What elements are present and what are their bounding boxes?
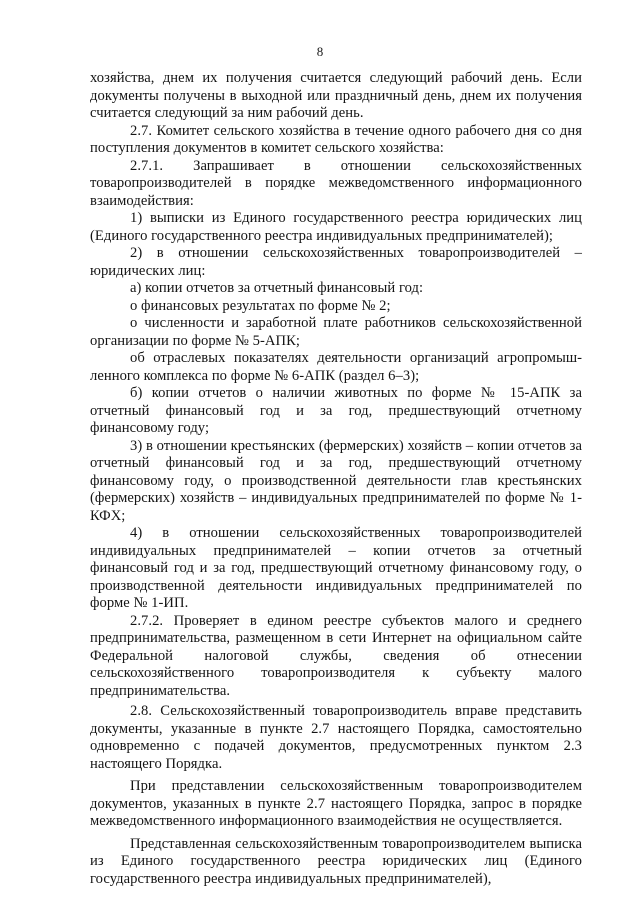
- paragraph-2-7: 2.7. Комитет сельского хозяйства в течение одного рабочего дня со дня поступления документов в комитет сельского хозяйства:: [90, 122, 582, 156]
- paragraph-item-2b: б) копии отчетов о наличии животных по форме № 15-АПК за отчетный финансовый год и за год, предшествующий отчетному финансовому году;: [90, 385, 582, 436]
- page-number: 8: [316, 44, 324, 59]
- paragraph-item-4: 4) в отношении сельскохозяйственных товаропроизводителей индивидуальных предпринимателей – копии отчетов за отчетный финансовый год и за год, предшествующий отчетному финансовому году, о производственной деятельности индивидуальных предпринимателей по форме № 1-ИП.: [90, 525, 582, 611]
- paragraph-item-1: 1) выписки из Единого государственного реестра юридических лиц (Единого государственного реестра индивидуальных предпринимателей);: [90, 210, 582, 244]
- paragraph-2-8: 2.8. Сельскохозяйственный товаропроизводитель вправе представить документы, указанные в пункте 2.7 настоящего Порядка, самостоятельно одновременно с подачей документов, предусмотренных пунктом 2.3 настоящего Порядка.: [90, 703, 582, 772]
- paragraph-2-7-1: 2.7.1. Запрашивает в отношении сельскохозяйственных товаропроизводителей в порядке межведомственного информационного взаимодействия:: [90, 157, 582, 209]
- paragraph-item-3: 3) в отношении крестьянских (фермерских) хозяйств – копии отчетов за отчетный финансовый год и за год, предшествующий отчетному финансовому году, о производственной деятельности глав крестьянских (фермерских) хозяйств – индивидуальных предпринимателей по форме № 1-КФХ;: [90, 437, 582, 524]
- paragraph-submitted-extract: Представленная сельскохозяйственным товаропроизводителем выписка из Единого государственного реестра юридических лиц (Единого государственного реестра индивидуальных предпринимателей),: [90, 835, 582, 887]
- paragraph-item-2: 2) в отношении сельскохозяйственных товаропроизводителей – юридических лиц:: [90, 245, 582, 279]
- paragraph-request-note: При представлении сельскохозяйственным товаропроизводителем документов, указанных в пункте 2.7 настоящего Порядка, запрос в порядке межведомственного информационного взаимодействия не осуществляется.: [90, 778, 582, 829]
- paragraph-item-2a: а) копии отчетов за отчетный финансовый год:: [130, 280, 424, 296]
- document-body: [90, 70, 582, 888]
- paragraph-continuation: хозяйства, днем их получения считается следующий рабочий день. Если документы получены в выходной или праздничный день, днем их получения считается следующий за ним рабочий день.: [90, 70, 582, 121]
- paragraph-industry-indicators: об отраслевых показателях деятельности организаций агропромышленного комплекса по форме № 6-АПК (раздел 6–3);: [90, 350, 582, 384]
- paragraph-employees: о численности и заработной плате работников сельскохозяйственной организации по форме № 5-АПК;: [90, 315, 582, 349]
- paragraph-2-7-2: 2.7.2. Проверяет в едином реестре субъектов малого и среднего предпринимательства, размещенном в сети Интернет на официальном сайте Федеральной налоговой службы, сведения об отнесении сельскохозяйственного товаропроизводителя к субъекту малого предпринимательства.: [90, 612, 582, 699]
- paragraph-financial-results: о финансовых результатах по форме № 2;: [130, 297, 391, 314]
